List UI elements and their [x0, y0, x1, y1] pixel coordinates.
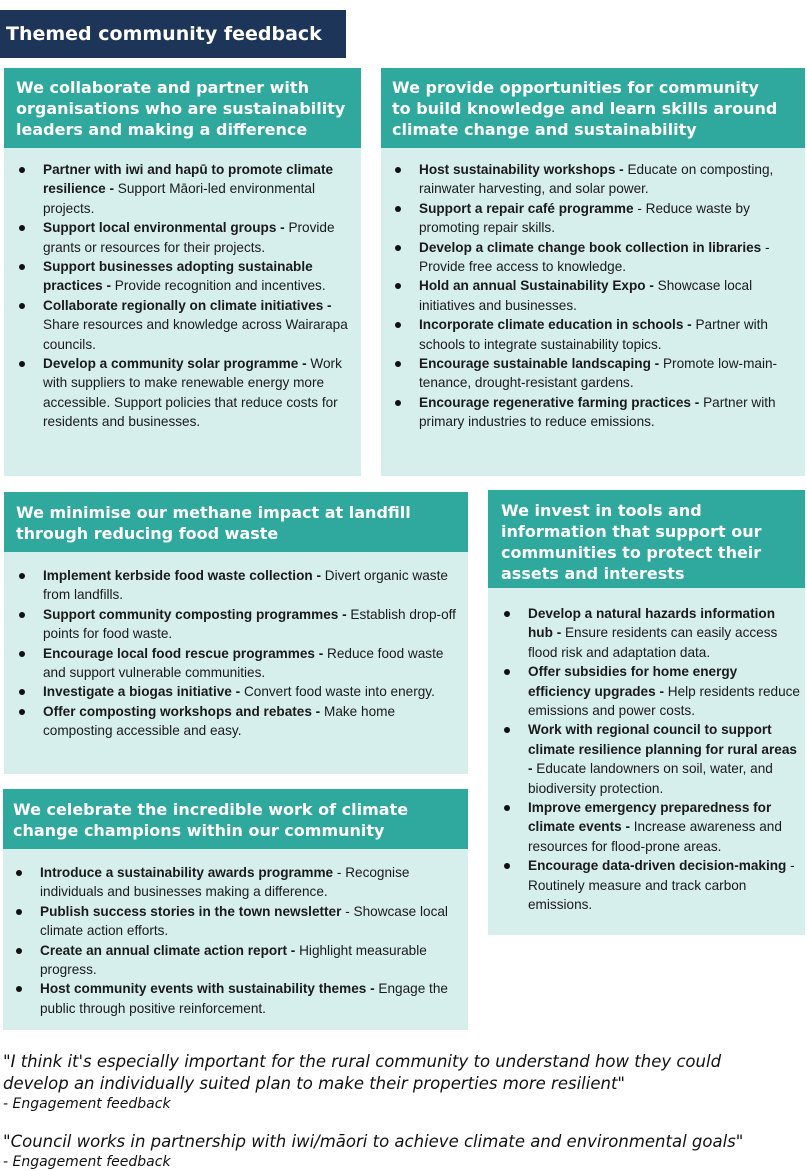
list-item: Develop a community solar programme - Work with suppliers to make renewable energy more accessible. Support policies that reduce costs for residents and businesses.	[16, 354, 357, 432]
card-heading: We provide opportunities for community to build knowledge and learn skills around climate change and sustainability	[381, 68, 805, 148]
item-list	[3, 849, 468, 1018]
item-list	[4, 552, 468, 741]
list-item: Host community events with sustainability themes - Engage the public through positive reinforcement.	[13, 979, 464, 1018]
card-heading: We invest in tools and information that support our communities to protect their assets and interests	[488, 490, 805, 588]
quote-line: "Council works in partnership with iwi/māori to achieve climate and environmental goals"	[3, 1132, 744, 1151]
card-methane	[4, 492, 468, 774]
list-item: Offer subsidies for home energy efficiency upgrades - Help residents reduce emissions and power costs.	[501, 662, 801, 720]
card-heading: We celebrate the incredible work of climate change champions within our community	[3, 789, 468, 849]
list-item: Offer composting workshops and rebates - Make home composting accessible and easy.	[16, 702, 464, 741]
list-item: Partner with iwi and hapū to promote climate resilience - Support Māori-led environmental projects.	[16, 160, 357, 218]
card-heading: We collaborate and partner with organisations who are sustainability leaders and making a difference	[4, 68, 361, 148]
card-celebrate	[3, 789, 468, 1030]
list-item: Support a repair café programme - Reduce waste by promoting repair skills.	[392, 199, 801, 238]
list-item: Support local environmental groups - Provide grants or resources for their projects.	[16, 218, 357, 257]
quote-rural	[3, 1051, 803, 1113]
card-heading: We minimise our methane impact at landfill through reducing food waste	[4, 492, 468, 552]
list-item: Implement kerbside food waste collection - Divert organic waste from landfills.	[16, 566, 464, 605]
list-item: Support businesses adopting sustainable practices - Provide recognition and incentives.	[16, 257, 357, 296]
item-list	[4, 148, 361, 432]
list-item: Collaborate regionally on climate initiatives - Share resources and knowledge across Wairarapa councils.	[16, 296, 357, 354]
quote-line: develop an individually suited plan to make their properties more resilient"	[3, 1074, 626, 1093]
list-item: Investigate a biogas initiative - Convert food waste into energy.	[16, 682, 464, 701]
item-list	[488, 588, 805, 915]
quote-partnership	[3, 1131, 807, 1171]
list-item: Develop a natural hazards information hub - Ensure residents can easily access flood risk and adaptation data.	[501, 604, 801, 662]
item-list	[381, 148, 805, 432]
quote-source: - Engagement feedback	[3, 1096, 171, 1112]
list-item: Introduce a sustainability awards programme - Recognise individuals and businesses making a difference.	[13, 863, 464, 902]
list-item: Incorporate climate education in schools - Partner with schools to integrate sustainability topics.	[392, 315, 801, 354]
quote-source: - Engagement feedback	[3, 1154, 171, 1170]
list-item: Encourage sustainable landscaping - Promote low-main-tenance, drought-resistant gardens.	[392, 354, 801, 393]
list-item: Improve emergency preparedness for climate events - Increase awareness and resources for flood-prone areas.	[501, 798, 801, 856]
list-item: Develop a climate change book collection in libraries - Provide free access to knowledge.	[392, 238, 801, 277]
list-item: Encourage regenerative farming practices - Partner with primary industries to reduce emissions.	[392, 393, 801, 432]
list-item: Work with regional council to support climate resilience planning for rural areas - Educate landowners on soil, water, and biodiversity protection.	[501, 720, 801, 798]
quote-line: "I think it's especially important for the rural community to understand how they could	[3, 1052, 722, 1071]
list-item: Encourage local food rescue programmes - Reduce food waste and support vulnerable communities.	[16, 644, 464, 683]
list-item: Host sustainability workshops - Educate on composting, rainwater harvesting, and solar power.	[392, 160, 801, 199]
list-item: Encourage data-driven decision-making - Routinely measure and track carbon emissions.	[501, 856, 801, 914]
list-item: Create an annual climate action report - Highlight measurable progress.	[13, 941, 464, 980]
list-item: Support community composting programmes - Establish drop-off points for food waste.	[16, 605, 464, 644]
list-item: Publish success stories in the town newsletter - Showcase local climate action efforts.	[13, 902, 464, 941]
card-opportunities	[381, 68, 805, 476]
list-item: Hold an annual Sustainability Expo - Showcase local initiatives and businesses.	[392, 276, 801, 315]
page-title: Themed community feedback	[0, 10, 346, 58]
card-invest	[488, 490, 805, 935]
card-collaborate	[4, 68, 361, 476]
